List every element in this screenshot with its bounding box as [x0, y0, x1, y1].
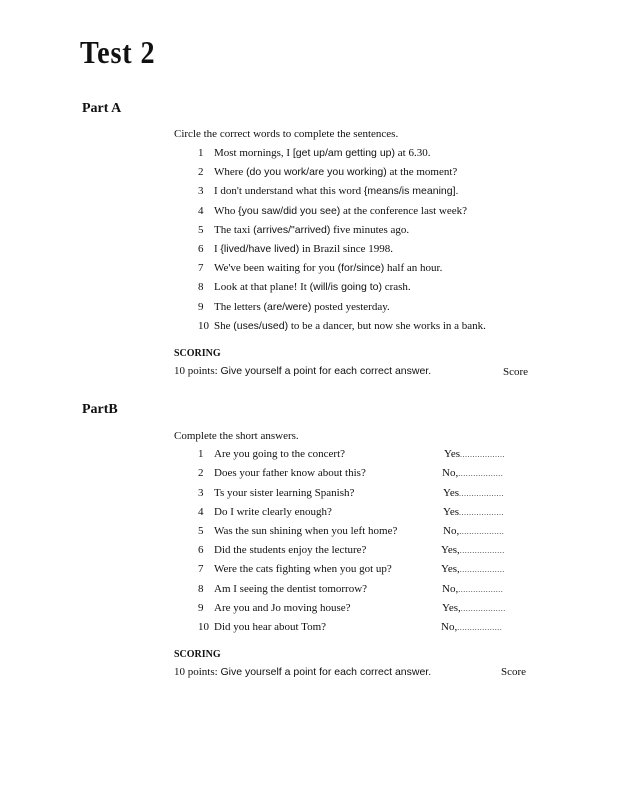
- item-choice[interactable]: (for/since): [337, 262, 385, 274]
- item-text: She: [214, 320, 231, 332]
- item-number: 7: [198, 563, 204, 575]
- part-a-item: [198, 147, 430, 159]
- answer-dots: ..................: [460, 450, 506, 459]
- item-text: Who: [214, 205, 236, 217]
- item-question: Ts your sister learning Spanish?: [214, 487, 355, 499]
- page-title: Test 2: [80, 34, 156, 70]
- item-text: to be a dancer, but now she works in a bank.: [290, 320, 486, 332]
- answer-prefix: No,: [442, 467, 459, 479]
- answer-prefix: Yes: [443, 487, 460, 499]
- part-b-heading: PartB: [82, 402, 118, 417]
- item-text: in Brazil since 1998.: [301, 243, 394, 255]
- item-text: posted yesterday.: [314, 301, 390, 313]
- item-number: 3: [198, 487, 204, 499]
- item-text: Most mornings, I: [214, 147, 291, 159]
- part-a-item: [198, 205, 467, 217]
- item-question: Did the students enjoy the lecture?: [214, 544, 367, 556]
- part-b-instruction: Complete the short answers.: [174, 430, 299, 442]
- item-number: 2: [198, 166, 204, 178]
- score-label: Score: [503, 366, 529, 378]
- item-question: Was the sun shining when you left home?: [214, 525, 398, 537]
- scoring-points: [174, 666, 431, 678]
- item-number: 8: [198, 281, 204, 293]
- item-text: crash.: [384, 281, 411, 293]
- scoring-label: SCORING: [174, 649, 221, 660]
- part-a-item: [198, 243, 393, 255]
- part-b-item: [198, 487, 354, 499]
- answer-prefix: Yes,: [441, 544, 460, 556]
- answer-field[interactable]: [442, 583, 503, 595]
- answer-field[interactable]: [443, 506, 504, 518]
- answer-prefix: Yes: [444, 448, 461, 460]
- item-choice[interactable]: [get up/am getting up): [292, 147, 395, 159]
- item-text: The taxi: [214, 224, 251, 236]
- part-b-item: [198, 602, 351, 614]
- scoring-points: [174, 365, 431, 377]
- part-a-item: [198, 185, 458, 197]
- answer-dots: ..................: [459, 546, 505, 555]
- answer-field[interactable]: [444, 448, 505, 460]
- item-choice[interactable]: {you saw/did you see): [238, 205, 341, 217]
- part-a-item: [198, 281, 411, 293]
- answer-dots: ..................: [457, 623, 503, 632]
- part-a-item: [198, 224, 409, 236]
- answer-field[interactable]: [441, 621, 502, 633]
- item-number: 9: [198, 602, 204, 614]
- item-choice[interactable]: (do you work/are you working): [246, 166, 387, 178]
- answer-dots: ..................: [459, 565, 505, 574]
- item-number: 5: [198, 224, 204, 236]
- item-number: 8: [198, 583, 204, 595]
- answer-field[interactable]: [443, 487, 504, 499]
- answer-dots: ..................: [460, 604, 506, 613]
- part-a-heading: Part A: [82, 101, 122, 116]
- item-text: at the moment?: [389, 166, 458, 178]
- item-text: half an hour.: [387, 262, 443, 274]
- item-number: 4: [198, 506, 204, 518]
- item-text: I: [214, 243, 218, 255]
- points-prefix: 10 points:: [174, 666, 218, 678]
- item-choice[interactable]: (are/were): [263, 301, 312, 313]
- item-text: Where: [214, 166, 244, 178]
- answer-dots: ..................: [459, 489, 505, 498]
- item-question: Are you going to the concert?: [214, 448, 346, 460]
- answer-prefix: No,: [441, 621, 458, 633]
- scoring-label: SCORING: [174, 348, 221, 359]
- part-b-item: [198, 467, 366, 479]
- part-a-item: [198, 301, 390, 313]
- answer-field[interactable]: [441, 563, 505, 575]
- item-text: I don't understand what this word: [214, 185, 362, 197]
- part-a-item: [198, 166, 457, 178]
- part-a-item: [198, 262, 442, 274]
- part-b-item: [198, 525, 397, 537]
- answer-dots: ..................: [458, 469, 504, 478]
- item-number: 7: [198, 262, 204, 274]
- item-number: 10: [198, 320, 209, 332]
- part-b-item: [198, 621, 326, 633]
- part-a-instruction: Circle the correct words to complete the sentences.: [174, 128, 399, 140]
- answer-dots: ..................: [459, 508, 505, 517]
- item-choice[interactable]: (uses/used): [233, 320, 289, 332]
- item-number: 2: [198, 467, 204, 479]
- item-text: We've been waiting for you: [214, 262, 335, 274]
- item-text: The letters: [214, 301, 261, 313]
- item-choice[interactable]: {lived/have lived): [220, 243, 300, 255]
- part-b-item: [198, 506, 332, 518]
- item-text: at the conference last week?: [343, 205, 468, 217]
- item-number: 6: [198, 243, 204, 255]
- item-text: at 6.30.: [397, 147, 431, 159]
- item-number: 4: [198, 205, 204, 217]
- item-text: Look at that plane! It: [214, 281, 307, 293]
- item-choice[interactable]: (will/is going to): [309, 281, 382, 293]
- item-question: Were the cats fighting when you got up?: [214, 563, 392, 575]
- answer-field[interactable]: [442, 602, 506, 614]
- answer-dots: ..................: [459, 527, 505, 536]
- item-number: 1: [198, 147, 204, 159]
- item-number: 1: [198, 448, 204, 460]
- answer-field[interactable]: [442, 467, 503, 479]
- answer-prefix: Yes,: [442, 602, 461, 614]
- item-number: 9: [198, 301, 204, 313]
- item-number: 5: [198, 525, 204, 537]
- part-b-item: [198, 544, 366, 556]
- answer-field[interactable]: [441, 544, 505, 556]
- item-choice[interactable]: {means/is meaning].: [363, 185, 459, 197]
- item-number: 6: [198, 544, 204, 556]
- item-choice[interactable]: (arrives/"arrived): [253, 224, 331, 236]
- item-question: Did you hear about Tom?: [214, 621, 327, 633]
- item-question: Do I write clearly enough?: [214, 506, 332, 518]
- item-question: Does your father know about this?: [214, 467, 366, 479]
- score-label: Score: [501, 666, 527, 678]
- answer-prefix: Yes: [443, 506, 460, 518]
- part-b-item: [198, 583, 367, 595]
- answer-dots: ..................: [458, 585, 504, 594]
- part-a-item: [198, 320, 486, 332]
- part-b-item: [198, 563, 392, 575]
- part-b-item: [198, 448, 345, 460]
- answer-field[interactable]: [443, 525, 504, 537]
- points-text: Give yourself a point for each correct answer.: [220, 365, 432, 377]
- item-number: 3: [198, 185, 204, 197]
- points-prefix: 10 points:: [174, 365, 218, 377]
- points-text: Give yourself a point for each correct answer.: [220, 666, 432, 678]
- item-text: five minutes ago.: [333, 224, 410, 236]
- item-number: 10: [198, 621, 209, 633]
- item-question: Am I seeing the dentist tomorrow?: [214, 583, 368, 595]
- answer-prefix: No,: [443, 525, 460, 537]
- item-question: Are you and Jo moving house?: [214, 602, 351, 614]
- answer-prefix: Yes,: [441, 563, 460, 575]
- answer-prefix: No,: [442, 583, 459, 595]
